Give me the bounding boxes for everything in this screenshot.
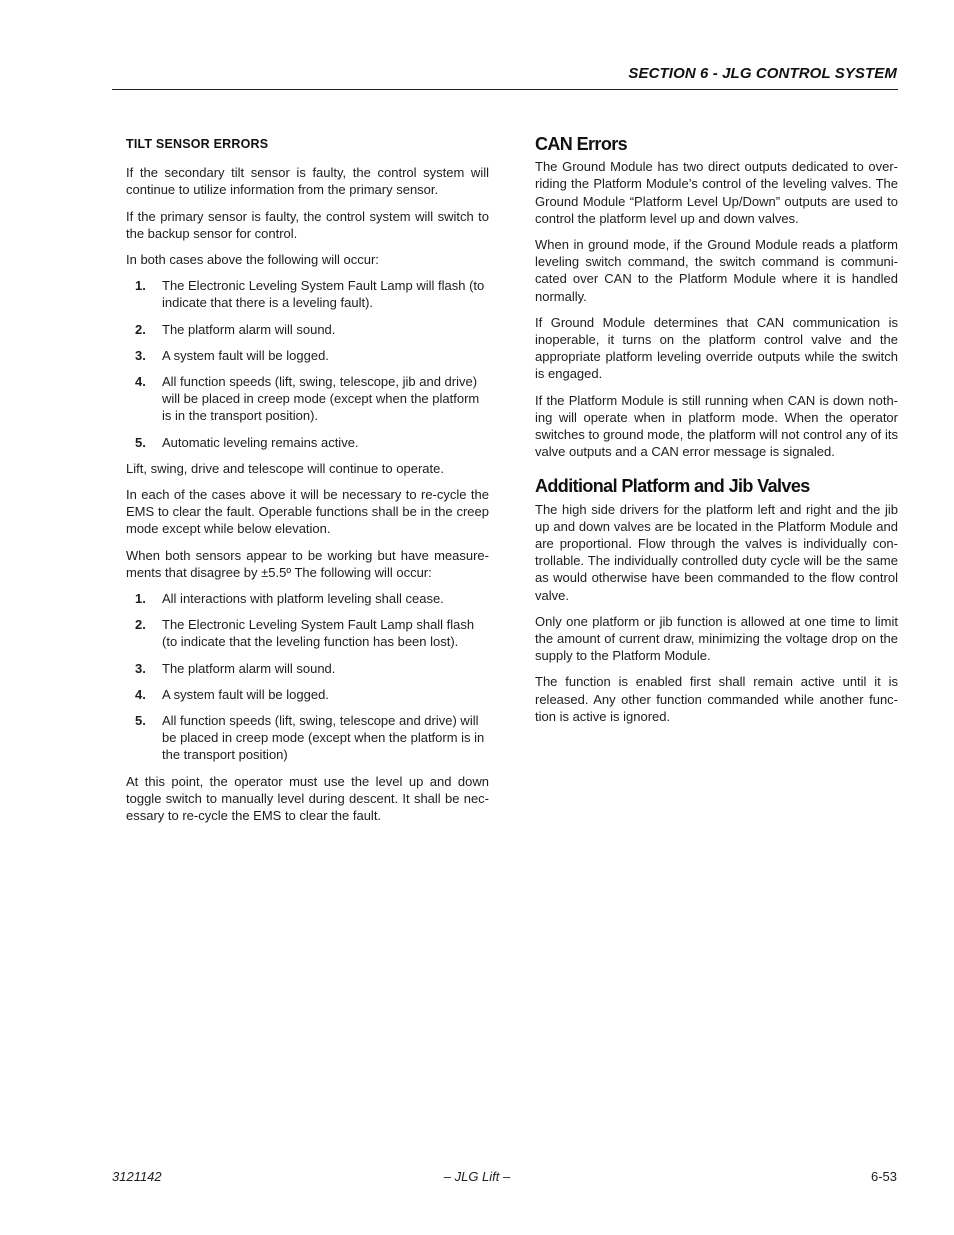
paragraph: At this point, the operator must use the level up and down toggle switch to manually level during descent. It shall be nec-essary to re-cycle the EMS to clear the fault. [126,773,489,824]
right-column [535,136,898,734]
paragraph: In both cases above the following will occur: [126,252,379,268]
list-item-number: 4. [135,686,146,702]
paragraph: The Ground Module has two direct outputs dedicated to over-riding the Platform Module’s control of the leveling valves. The Ground Module “Platform Level Up/Down” outputs are used to control the platform level up and down valves. [535,159,898,226]
paragraph: When in ground mode, if the Ground Module reads a platform leveling switch command, the switch command is communi-cated over CAN to the Platform Module where it is handled normally. [535,237,898,304]
list-item-text: Automatic leveling remains active. [162,434,359,450]
numbered-list-1 [126,277,489,451]
footer-brand: – JLG Lift – [443,1169,511,1184]
header-divider [112,89,898,90]
list-item [126,660,489,677]
paragraph: If the secondary tilt sensor is faulty, the control system will continue to utilize information from the primary sensor. [126,165,489,198]
list-item-text: The platform alarm will sound. [162,321,336,337]
list-item [126,373,489,425]
list-item-text: The platform alarm will sound. [162,660,336,676]
list-item [126,347,489,364]
list-item-number: 2. [135,321,146,337]
list-item-number: 1. [135,591,146,607]
list-item [126,712,489,764]
list-item-number: 2. [135,617,146,633]
document-number: 3121142 [112,1169,162,1184]
list-item [126,616,489,650]
section-title: SECTION 6 - JLG CONTROL SYSTEM [628,65,897,82]
paragraph: If Ground Module determines that CAN communication is inoperable, it turns on the platform control valve and the appropriate platform leveling override outputs while the switch is engaged. [535,314,898,382]
list-item-number: 3. [135,347,146,363]
paragraph: Lift, swing, drive and telescope will continue to operate. [126,460,444,476]
can-errors-heading: CAN Errors [535,134,628,154]
list-item-text: All interactions with platform leveling shall cease. [162,591,444,607]
list-item-number: 5. [135,713,146,729]
paragraph: Only one platform or jib function is allowed at one time to limit the amount of current draw, minimizing the voltage drop on the supply to the Platform Module. [535,613,898,664]
left-column [126,136,489,833]
list-item [126,686,489,703]
list-item [126,590,489,607]
list-item-number: 4. [135,374,146,390]
page-number: 6-53 [870,1169,897,1184]
list-item-text: All function speeds (lift, swing, telescope, jib and drive) will be placed in creep mode (except when the platform is in the transport position). [162,374,480,424]
paragraph: The function is enabled first shall remain active until it is released. Any other function commanded while another func-tion is active is ignored. [535,674,898,724]
additional-valves-heading: Additional Platform and Jib Valves [535,476,810,497]
list-item [126,434,489,451]
numbered-list-2 [126,590,489,764]
list-item-text: The Electronic Leveling System Fault Lamp shall flash (to indicate that the leveling function has been lost). [162,617,475,650]
tilt-sensor-errors-heading: TILT SENSOR ERRORS [126,137,269,151]
list-item-text: A system fault will be logged. [162,347,329,363]
list-item [126,321,489,338]
list-item [126,277,489,311]
list-item-text: The Electronic Leveling System Fault Lamp will flash (to indicate that there is a leveling fault). [162,278,485,311]
paragraph: In each of the cases above it will be necessary to re-cycle the EMS to clear the fault. Operable functions shall be in the creep mode except while below elevation. [126,487,489,537]
list-item-text: A system fault will be logged. [162,686,329,702]
paragraph: The high side drivers for the platform left and right and the jib up and down valves are be located in the Platform Module and are proportional. Flow through the valves is individually con-trollable. The individually controlled duty cycle will be the same as would otherwise have been commanded to the flow control valve. [535,501,898,603]
list-item-text: All function speeds (lift, swing, telescope and drive) will be placed in creep mode (except when the platform is in the transport position) [162,713,485,763]
paragraph: When both sensors appear to be working but have measure-ments that disagree by ±5.5º The following will occur: [126,547,489,580]
paragraph: If the Platform Module is still running when CAN is down noth-ing will operate when in platform mode. When the operator switches to ground mode, the platform will not control any of its valve outputs and a CAN error message is signaled. [535,392,898,460]
paragraph: If the primary sensor is faulty, the control system will switch to the backup sensor for control. [126,208,489,241]
list-item-number: 5. [135,434,146,450]
list-item-number: 3. [135,660,146,676]
list-item-number: 1. [135,278,146,294]
